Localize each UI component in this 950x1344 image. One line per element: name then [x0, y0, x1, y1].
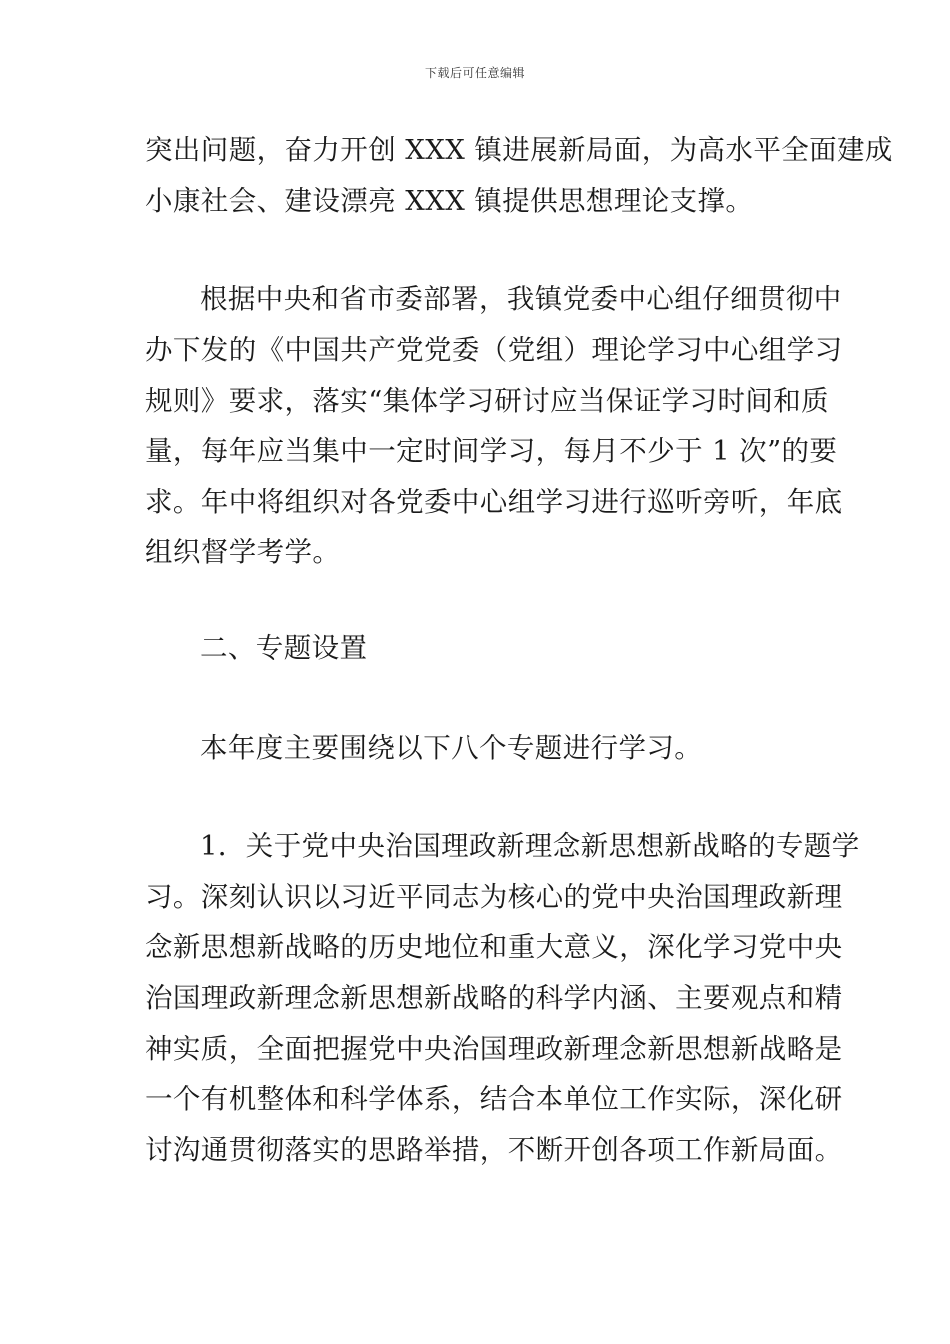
- para2-line-4: 量，每年应当集中一定时间学习，每月不少于 1 次”的要: [145, 435, 838, 467]
- para4-line-2: 习。深刻认识以习近平同志为核心的党中央治国理政新理: [145, 881, 843, 913]
- para4-line-1: 1．关于党中央治国理政新理念新思想新战略的专题学: [200, 830, 860, 862]
- para4-line-6: 一个有机整体和科学体系，结合本单位工作实际，深化研: [145, 1083, 843, 1115]
- para2-line-1: 根据中央和省市委部署，我镇党委中心组仔细贯彻中: [200, 283, 842, 315]
- para4-line-3: 念新思想新战略的历史地位和重大意义，深化学习党中央: [145, 931, 843, 963]
- para4-line-4: 治国理政新理念新思想新战略的科学内涵、主要观点和精: [145, 982, 843, 1014]
- para1-line-2: 小康社会、建设漂亮 XXX 镇提供思想理论支撑。: [145, 185, 754, 217]
- para2-line-2: 办下发的《中国共产党党委（党组）理论学习中心组学习: [145, 334, 843, 366]
- section-heading: 二、专题设置: [200, 632, 368, 664]
- para1-line-1: 突出问题，奋力开创 XXX 镇进展新局面，为高水平全面建成: [145, 134, 893, 166]
- para4-line-5: 神实质，全面把握党中央治国理政新理念新思想新战略是: [145, 1033, 843, 1065]
- para2-line-3: 规则》要求，落实“集体学习研讨应当保证学习时间和质: [145, 385, 830, 417]
- para2-line-6: 组织督学考学。: [145, 536, 341, 568]
- para4-line-7: 讨沟通贯彻落实的思路举措，不断开创各项工作新局面。: [145, 1134, 843, 1166]
- header-note: 下载后可任意编辑: [424, 66, 525, 80]
- para3-line-1: 本年度主要围绕以下八个专题进行学习。: [200, 732, 703, 764]
- para2-line-5: 求。年中将组织对各党委中心组学习进行巡听旁听，年底: [145, 486, 843, 518]
